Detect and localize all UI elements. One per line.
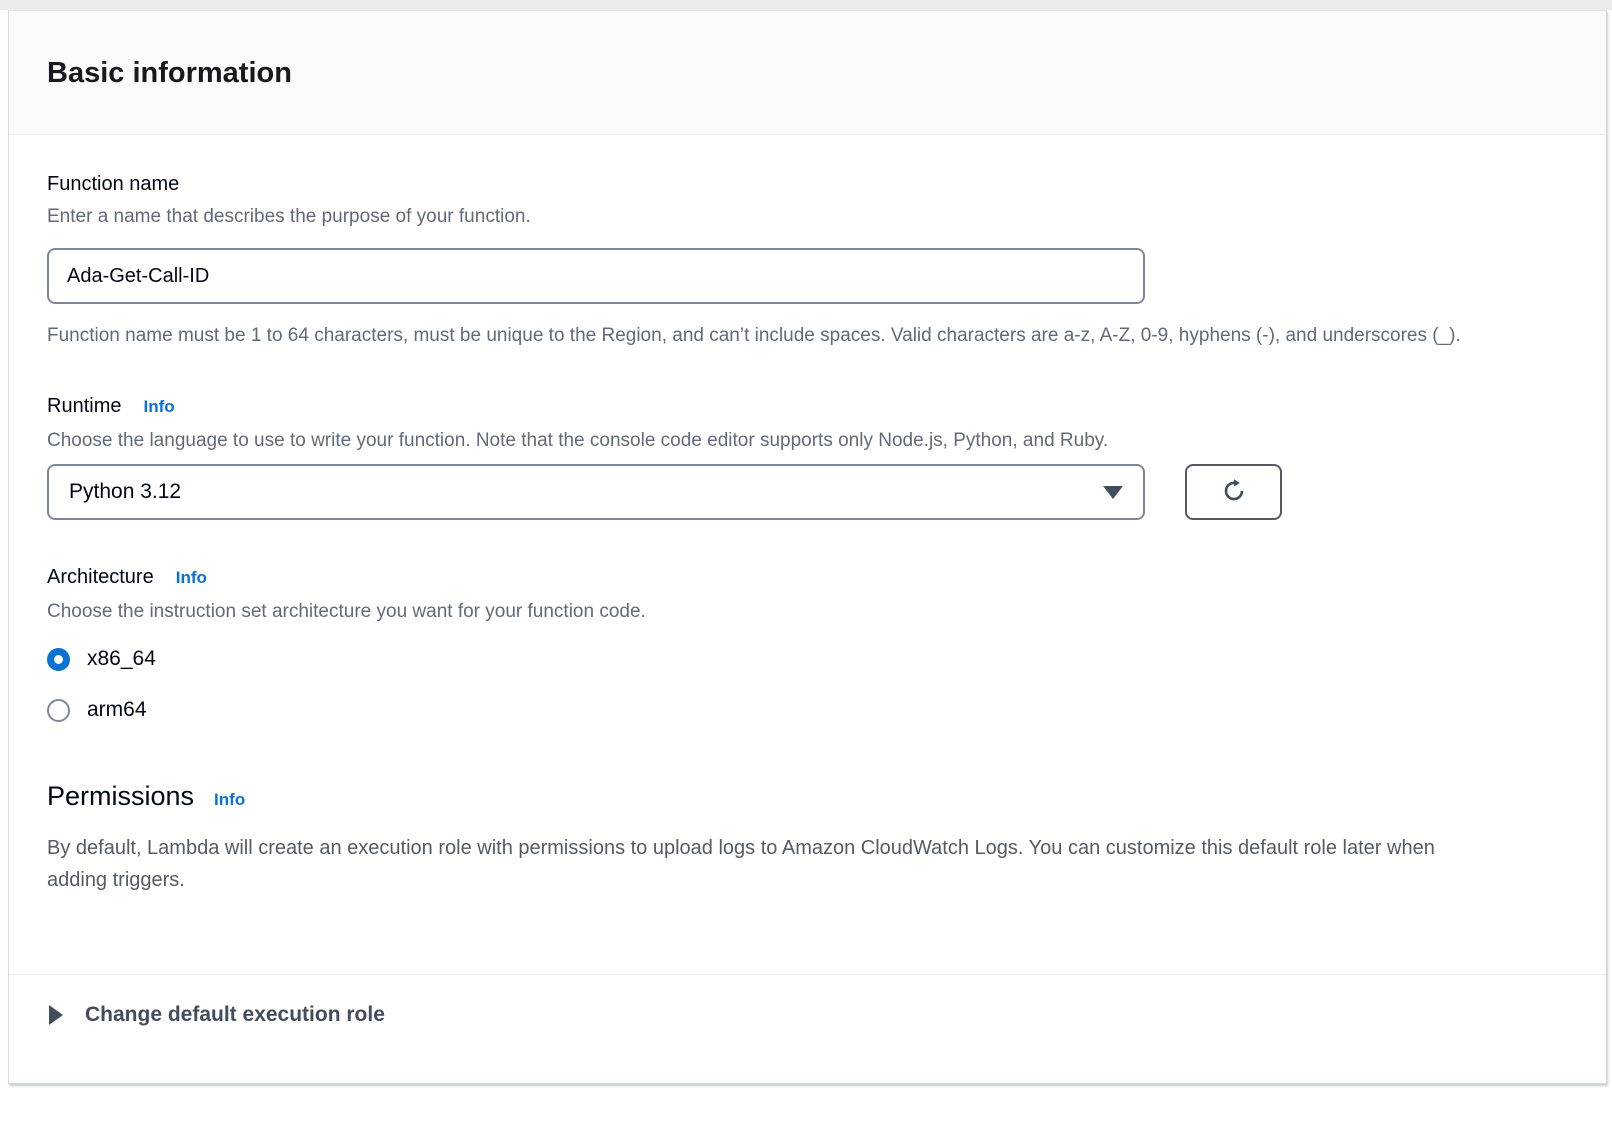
architecture-label: Architecture xyxy=(47,566,154,588)
permissions-section xyxy=(47,778,1568,896)
radio-option-arm64[interactable] xyxy=(47,690,1568,730)
architecture-info-link[interactable]: Info xyxy=(175,568,207,587)
permissions-info-link[interactable]: Info xyxy=(214,790,246,809)
panel-title: Basic information xyxy=(47,57,292,89)
radio-button-icon[interactable] xyxy=(47,699,70,722)
permissions-heading: Permissions xyxy=(47,781,195,811)
function-name-description: Enter a name that describes the purpose of your function. xyxy=(47,206,531,227)
radio-option-label: arm64 xyxy=(87,698,147,721)
panel-content xyxy=(9,135,1606,1083)
panel-header xyxy=(9,11,1606,135)
expand-caret-icon xyxy=(49,1005,63,1025)
chevron-down-icon xyxy=(1103,486,1123,499)
function-name-input[interactable] xyxy=(47,248,1145,304)
expander-label: Change default execution role xyxy=(85,1003,385,1026)
basic-information-panel xyxy=(8,10,1607,1084)
runtime-description: Choose the language to use to write your function. Note that the console code editor supports only Node.js, Python, and Ruby. xyxy=(47,430,1109,451)
function-name-label: Function name xyxy=(47,173,180,195)
runtime-label: Runtime xyxy=(47,395,122,417)
refresh-runtimes-button[interactable] xyxy=(1185,464,1282,520)
radio-option-x86-64[interactable] xyxy=(47,639,1568,679)
architecture-radio-group xyxy=(47,639,1568,730)
architecture-field xyxy=(47,564,1568,730)
architecture-description: Choose the instruction set architecture you want for your function code. xyxy=(47,601,646,622)
function-name-field xyxy=(47,171,1568,351)
radio-button-icon[interactable] xyxy=(47,648,70,671)
runtime-field xyxy=(47,393,1568,520)
function-name-constraint: Function name must be 1 to 64 characters, must be unique to the Region, and can’t include spaces. Valid characters are a-z, A-Z, 0-9, hyphens (-), and underscores (_). xyxy=(47,325,1461,346)
change-execution-role-expander[interactable] xyxy=(47,1003,1568,1027)
runtime-selected-value: Python 3.12 xyxy=(69,480,182,503)
page-top-divider xyxy=(0,0,1612,10)
runtime-select[interactable] xyxy=(47,464,1145,520)
refresh-icon xyxy=(1221,478,1247,507)
permissions-description: By default, Lambda will create an execution role with permissions to upload logs to Amazon CloudWatch Logs. You can customize this default role later when adding triggers. xyxy=(47,837,1435,891)
radio-option-label: x86_64 xyxy=(87,647,156,670)
runtime-info-link[interactable]: Info xyxy=(143,397,175,416)
section-divider xyxy=(9,974,1606,975)
